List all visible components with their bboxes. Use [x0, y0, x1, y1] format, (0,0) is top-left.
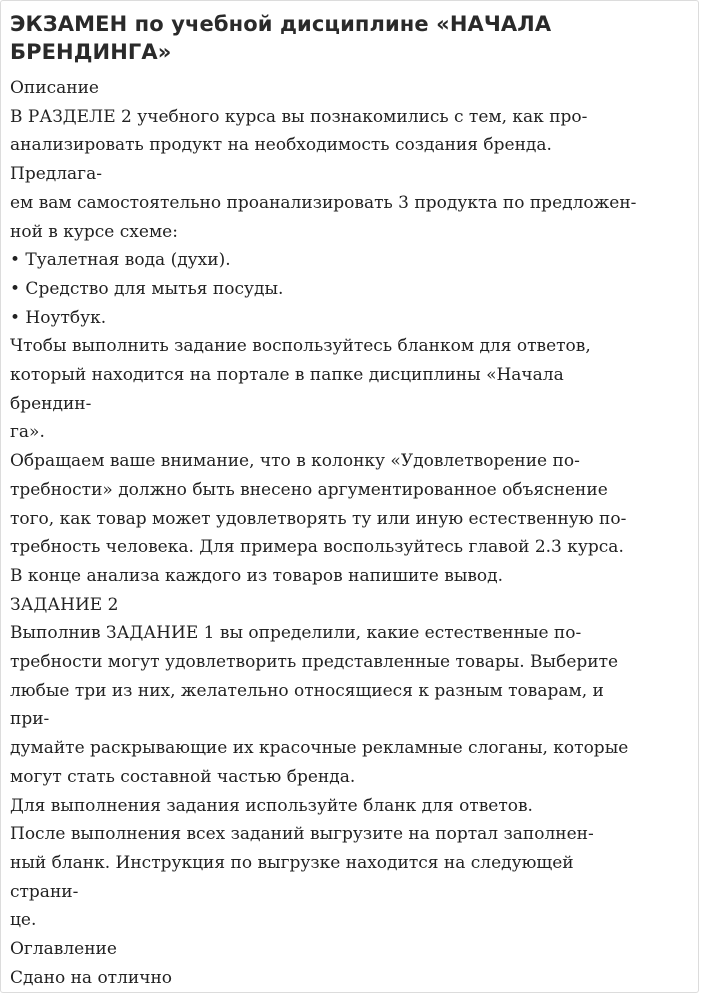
- text-line: После выполнения всех заданий выгрузите на портал заполнен-: [10, 824, 594, 845]
- text-line: Выполнив ЗАДАНИЕ 1 вы определили, какие естественные по-: [10, 623, 582, 644]
- text-line: требность человека. Для примера воспользуйтесь главой 2.3 курса.: [10, 537, 624, 558]
- section-heading-description: Описание: [10, 78, 99, 98]
- text-line: анализировать продукт на необходимость создания бренда.: [10, 135, 552, 156]
- text-line: Чтобы выполнить задание воспользуйтесь бланком для ответов,: [10, 336, 591, 357]
- document-content: [10, 10, 694, 993]
- text-line: ный бланк. Инструкция по выгрузке находится на следующей: [10, 852, 574, 873]
- title-line: ЭКЗАМЕН по учебной дисциплине «НАЧАЛА: [10, 12, 552, 36]
- text-line: Для выполнения задания используйте бланк для ответов.: [10, 795, 533, 816]
- text-line: брендин-: [10, 393, 92, 414]
- section-heading-contents: Оглавление: [10, 939, 117, 960]
- document-title: [10, 10, 694, 66]
- text-line: страни-: [10, 881, 79, 902]
- bullet-item: • Ноутбук.: [10, 307, 107, 328]
- title-line: БРЕНДИНГА»: [10, 40, 172, 64]
- text-line: при-: [10, 709, 50, 730]
- text-line: га».: [10, 422, 45, 443]
- text-line: могут стать составной частью бренда.: [10, 766, 356, 787]
- text-line: ной в курсе схеме:: [10, 221, 178, 242]
- text-line: ем вам самостоятельно проанализировать 3 продукта по предложен-: [10, 192, 637, 213]
- text-line: требности могут удовлетворить представленные товары. Выберите: [10, 652, 619, 673]
- bullet-item: • Туалетная вода (духи).: [10, 250, 231, 271]
- text-line: це.: [10, 910, 37, 931]
- text-line: Обращаем ваше внимание, что в колонку «Удовлетворение по-: [10, 451, 580, 472]
- text-line: В конце анализа каждого из товаров напишите вывод.: [10, 565, 504, 586]
- text-line: думайте раскрывающие их красочные рекламные слоганы, которые: [10, 738, 629, 759]
- text-line: любые три из них, желательно относящиеся к разным товарам, и: [10, 680, 604, 701]
- bullet-item: • Средство для мытья посуды.: [10, 278, 284, 299]
- text-line: В РАЗДЕЛЕ 2 учебного курса вы познакомились с тем, как про-: [10, 106, 588, 127]
- section-heading-task-2: ЗАДАНИЕ 2: [10, 594, 119, 615]
- text-line: который находится на портале в папке дисциплины «Начала: [10, 365, 564, 386]
- text-line: того, как товар может удовлетворять ту или иную естественную по-: [10, 508, 627, 529]
- text-line: Предлага-: [10, 164, 102, 185]
- text-line: требности» должно быть внесено аргументированное объяснение: [10, 479, 608, 500]
- status-text: Сдано на отлично: [10, 967, 173, 988]
- document-body: [10, 74, 694, 993]
